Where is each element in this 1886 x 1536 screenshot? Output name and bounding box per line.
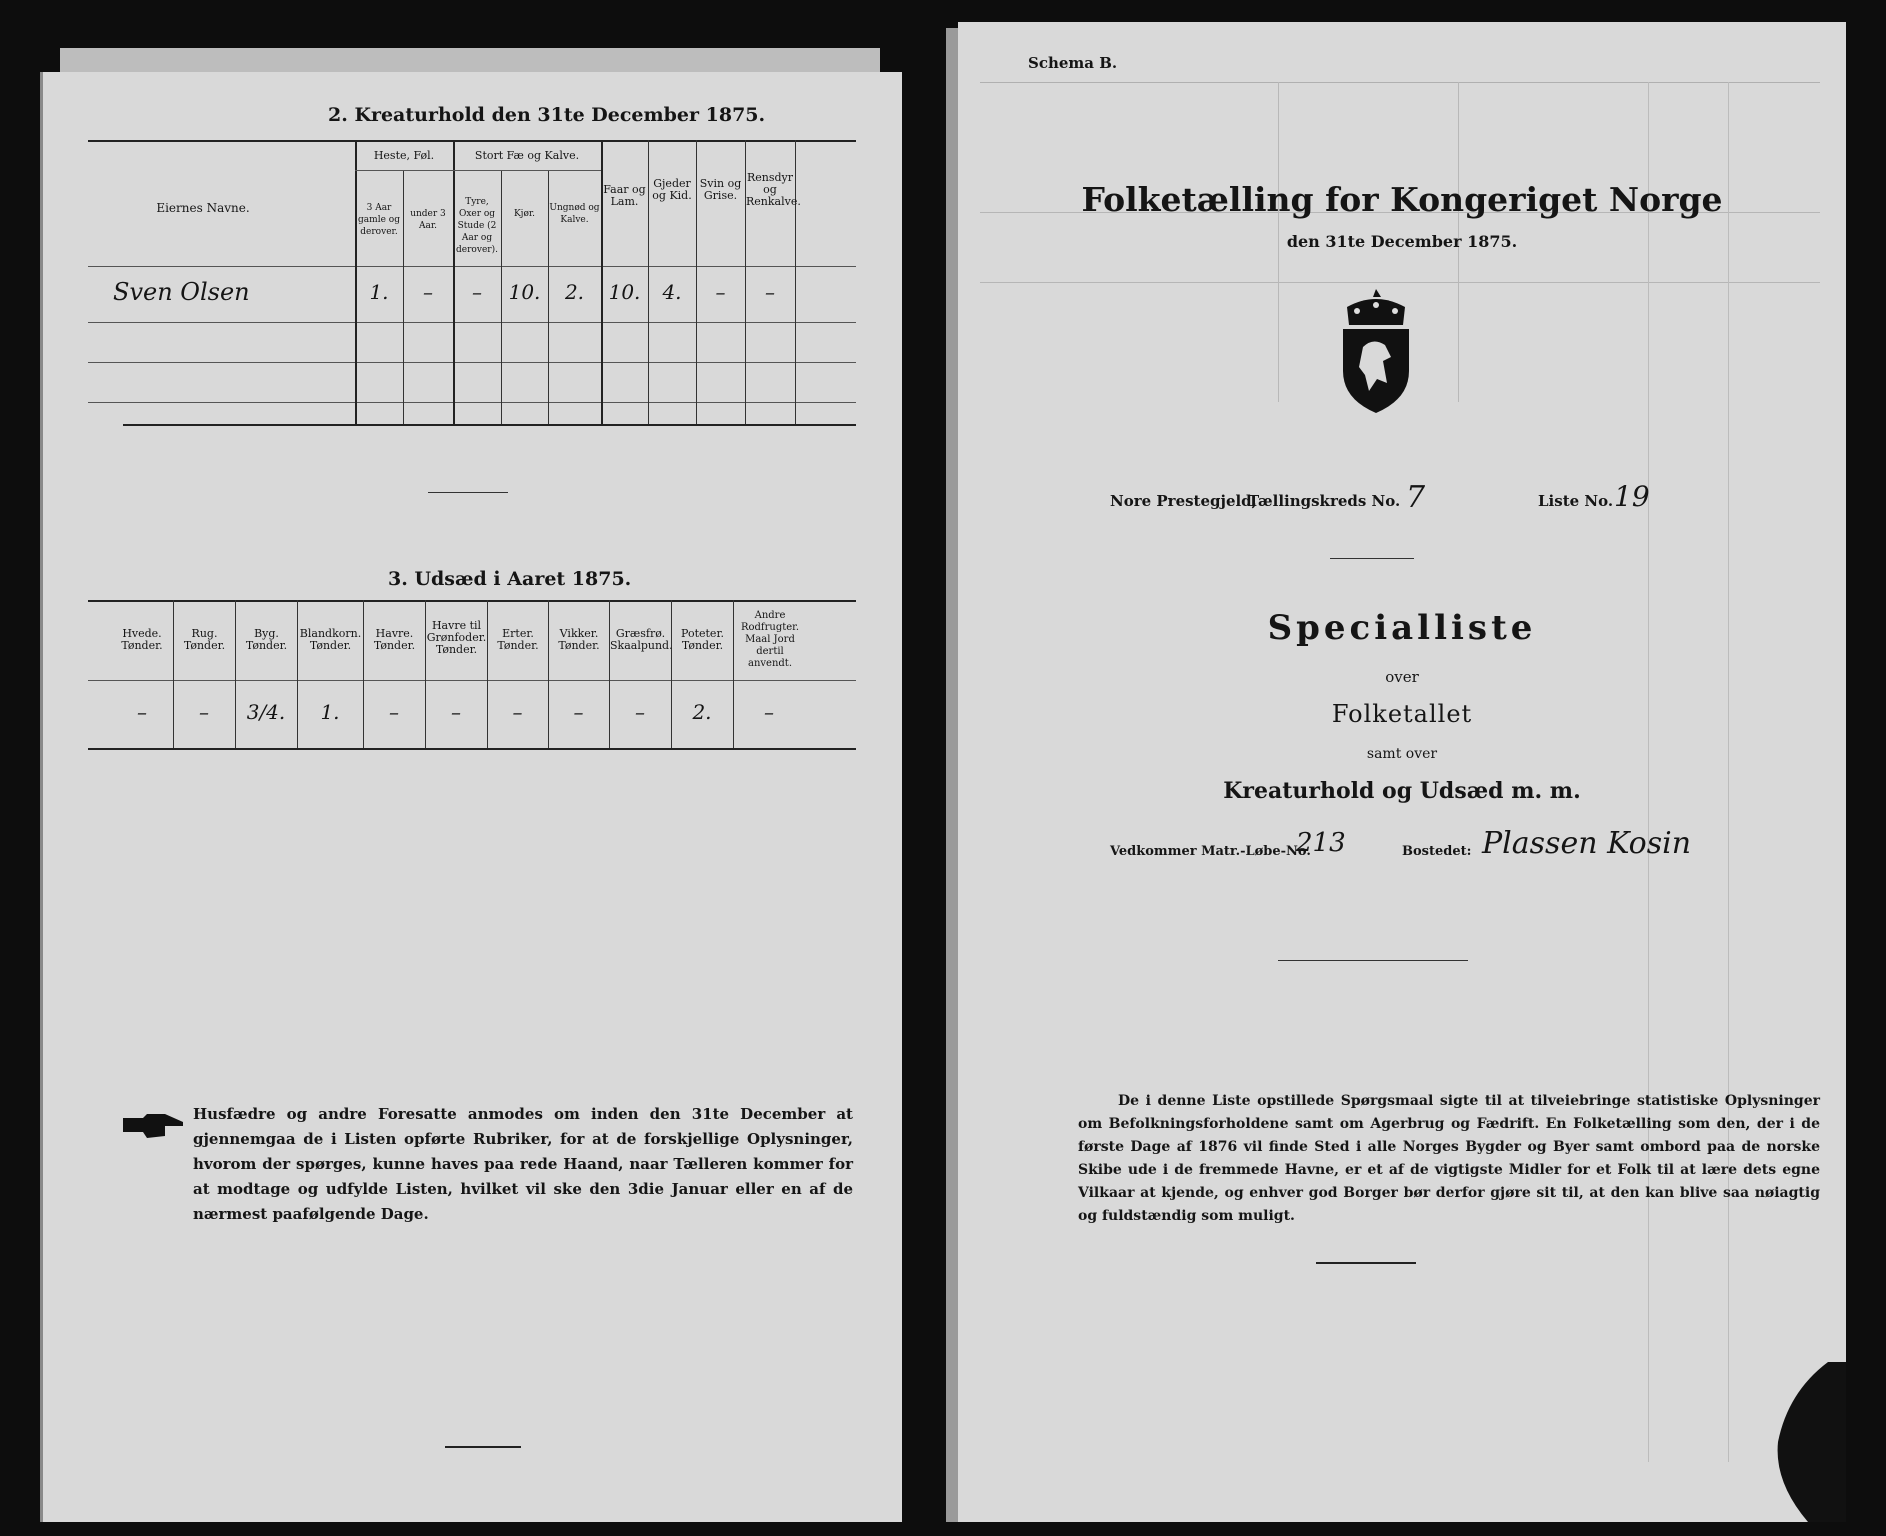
header-vikker: Vikker. Tønder. — [558, 627, 600, 652]
header-ungnod: Ungnød og Kalve. — [549, 203, 600, 225]
pointing-hand-icon — [121, 1110, 185, 1140]
section2-title: 2. Kreaturhold den 31te December 1875. — [328, 104, 766, 126]
end-rule — [445, 1446, 521, 1448]
livestock-cell: – — [765, 280, 775, 304]
header-heste-under3: under 3 Aar. — [410, 209, 446, 231]
instruction-note: Husfædre og andre Foresatte anmodes om inden den 31te December at gjennemgaa de i Listen opførte Rubriker, for at de forskjellige Oplysninger, hvorom der spørges, kunne haves paa rede Haand, naar Tælleren kommer for at modtage og udfylde Listen, hvilket vil ske den 3die Januar eller en af de nærmest paafølgende Dage. — [193, 1105, 853, 1223]
matr-label: Vedkommer Matr.-Løbe-No. — [1110, 844, 1311, 859]
table2-col-divider — [609, 600, 610, 748]
owner-name-header: Eiernes Navne. — [156, 201, 250, 215]
left-page — [40, 72, 902, 1522]
census-subtitle: den 31te December 1875. — [1286, 232, 1518, 251]
header-andre-rodfrugter: Andre Rodfrugter. Maal Jord dertil anvendt. — [740, 610, 800, 669]
table2-col-divider — [363, 600, 364, 748]
livestock-cell: 2. — [564, 280, 585, 304]
seed-cell: – — [512, 700, 523, 724]
header-faar: Faar og Lam. — [603, 183, 646, 208]
header-graesfro: Græsfrø. Skaalpund. — [610, 627, 673, 652]
owner-name-cell: Sven Olsen — [113, 278, 250, 306]
table2-col-divider — [297, 600, 298, 748]
header-blandkorn: Blandkorn. Tønder. — [299, 627, 362, 652]
header-havre: Havre. Tønder. — [373, 627, 416, 652]
right-page — [958, 22, 1846, 1522]
table2-col-divider — [671, 600, 672, 748]
livestock-cell: – — [472, 280, 482, 304]
table2-top-rule — [88, 600, 856, 602]
table2-col-divider — [548, 600, 549, 748]
seed-cell: 3/4. — [246, 700, 286, 724]
header-kjor: Kjør. — [513, 209, 536, 219]
header-rug: Rug. Tønder. — [183, 627, 226, 652]
header-heste-over3: 3 Aar gamle og derover. — [358, 203, 400, 237]
faint-col — [1648, 82, 1649, 1462]
tellingskreds-value: 7 — [1406, 480, 1426, 515]
liste-label: Liste No. — [1538, 492, 1614, 510]
liste-value: 19 — [1614, 480, 1650, 513]
header-erter: Erter. Tønder. — [497, 627, 539, 652]
seed-cell: – — [451, 700, 461, 724]
table1-group-rule — [355, 170, 601, 171]
samt-over-text: samt over — [1366, 746, 1438, 762]
table1-top-rule — [88, 140, 856, 142]
header-svin: Svin og Grise. — [699, 177, 742, 202]
table1-row-rule — [88, 362, 856, 363]
bosted-value: Plassen Kosin — [1482, 826, 1692, 861]
livestock-cell: – — [423, 280, 433, 304]
tellingskreds-label: Tællingskreds No. — [1248, 492, 1401, 510]
specialliste-heading: Specialliste — [1267, 608, 1537, 648]
table2-header-rule — [88, 680, 856, 681]
livestock-cell: 10. — [608, 280, 641, 304]
table2-bottom-rule — [88, 748, 856, 750]
header-gjeder: Gjeder og Kid. — [652, 177, 692, 202]
header-tyre: Tyre, Oxer og Stude (2 Aar og derover). — [456, 197, 498, 255]
table2-col-divider — [173, 600, 174, 748]
census-title: Folketælling for Kongeriget Norge — [1081, 180, 1723, 219]
bosted-label: Bostedet: — [1402, 844, 1472, 859]
header-havre-gronfoder: Havre til Grønfoder. Tønder. — [426, 619, 487, 656]
livestock-cell: – — [715, 280, 726, 304]
table1-header-rule — [88, 266, 856, 267]
folketallet-text: Folketallet — [1331, 700, 1473, 728]
seed-cell: 1. — [320, 700, 340, 724]
table1-col-divider — [795, 140, 796, 424]
separator-rule — [428, 492, 508, 493]
seed-cell: – — [635, 700, 645, 724]
livestock-cell: 4. — [662, 280, 682, 304]
seed-cell: – — [573, 700, 584, 724]
livestock-cell: 10. — [508, 280, 541, 304]
faint-rule — [980, 282, 1820, 283]
seed-cell: – — [199, 700, 209, 724]
separator-rule — [1330, 558, 1414, 559]
livestock-cell: 1. — [369, 280, 389, 304]
header-stort-fae: Stort Fæ og Kalve. — [474, 149, 580, 162]
kreaturhold-text: Kreaturhold og Udsæd m. m. — [1223, 778, 1581, 804]
header-byg: Byg. Tønder. — [245, 627, 288, 652]
info-paragraph: De i denne Liste opstillede Spørgsmaal sigte til at tilveiebringe statistiske Oplysninger om Befolkningsforholdene samt om Agerbrug og Fædrift. En Folketælling som den, der i de første Dage af 1876 vil finde Sted i alle Norges Bygder og Byer samt ombord paa de norske Skibe ude i de fremmede Havne, er et af de vigtigste Midler for et Folk til at lære dets egne Vilkaar at kjende, og enhver god Borger bør derfor gjøre sit til, at den kan blive saa nøiagtig og fuldstændig som muligt. — [1078, 1093, 1820, 1224]
seed-cell: – — [137, 700, 147, 724]
table2-col-divider — [487, 600, 488, 748]
header-poteter: Poteter. Tønder. — [681, 627, 724, 652]
seed-cell: 2. — [692, 700, 712, 724]
table1-row-rule — [88, 322, 856, 323]
over-text: over — [1385, 668, 1419, 686]
table2-col-divider — [235, 600, 236, 748]
page-stack-edge — [60, 48, 880, 74]
table1-row-rule — [88, 402, 856, 403]
matr-value: 213 — [1296, 828, 1346, 858]
separator-rule — [1278, 960, 1468, 961]
header-hvede: Hvede. Tønder. — [121, 627, 163, 652]
seed-cell: – — [764, 700, 774, 724]
end-rule — [1316, 1262, 1416, 1264]
schema-label: Schema B. — [1028, 54, 1118, 72]
header-rensdyr: Rensdyr og Renkalve. — [746, 171, 801, 208]
coat-of-arms-icon — [1333, 287, 1419, 417]
faint-col — [1728, 82, 1729, 1462]
seed-cell: – — [389, 700, 399, 724]
prestegjeld-label: Nore Prestegjeld, — [1110, 492, 1257, 510]
table1-bottom-rule — [123, 424, 856, 426]
thumb-shadow-icon — [1718, 1362, 1846, 1522]
section3-title: 3. Udsæd i Aaret 1875. — [388, 568, 632, 590]
header-heste: Heste, Føl. — [373, 149, 435, 162]
faint-rule — [980, 82, 1820, 83]
